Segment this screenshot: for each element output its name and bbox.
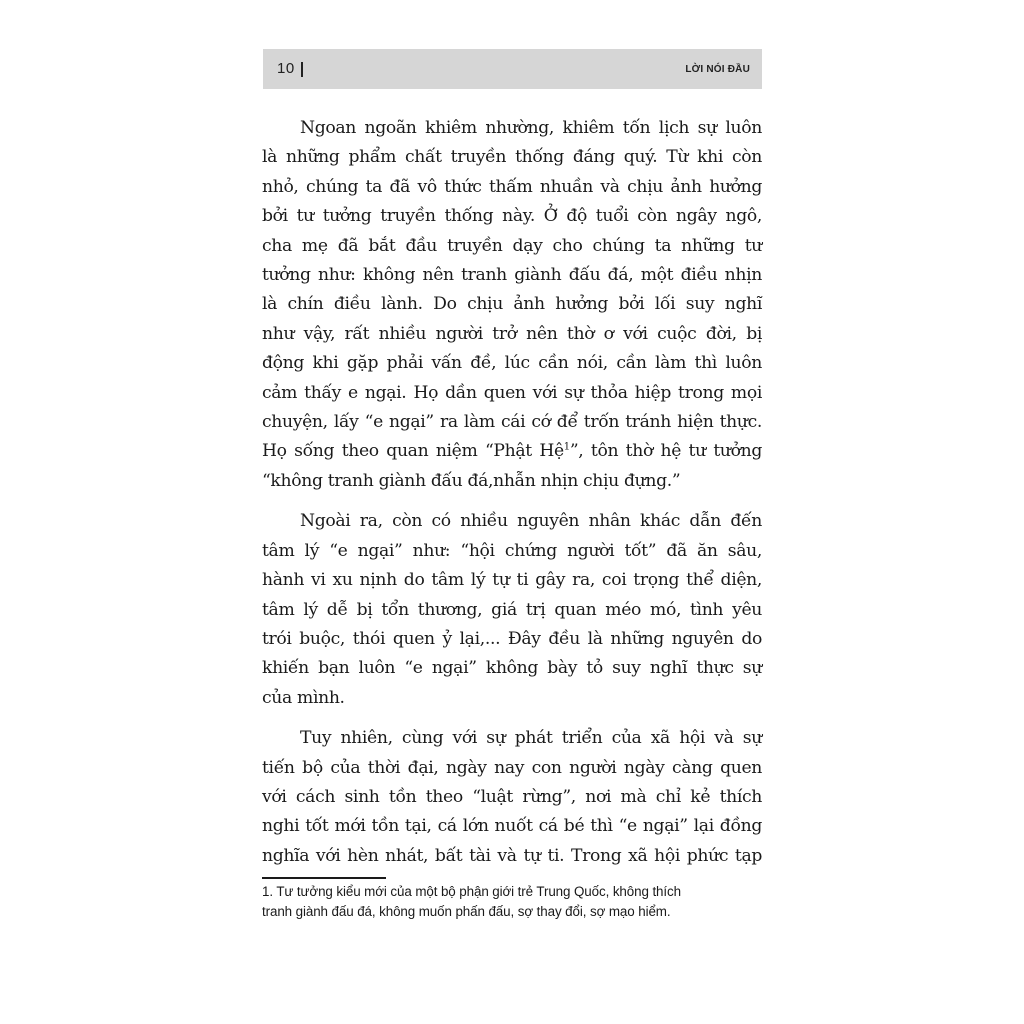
paragraph-1	[262, 114, 762, 496]
paragraph-3	[262, 724, 762, 871]
text-line: tâm lý “e ngại” như: “hội chứng người tốt” đã ăn sâu,	[262, 540, 762, 561]
text-line: Ngoan ngoãn khiêm nhường, khiêm tốn lịch sự luôn	[300, 118, 762, 138]
text-line: Tuy nhiên, cùng với sự phát triển của xã hội và sự	[300, 728, 762, 749]
running-title: LỜI NÓI ĐẦU	[685, 64, 750, 75]
text-line: với cách sinh tồn theo “luật rừng”, nơi mà chỉ kẻ thích	[262, 786, 762, 807]
body-text	[262, 114, 762, 882]
footnote-marker: 1	[563, 441, 570, 453]
page-number: 10	[277, 60, 295, 77]
text-line: là chín điều lành. Do chịu ảnh hưởng bởi lối suy nghĩ	[262, 294, 762, 315]
text-line: tiến bộ của thời đại, ngày nay con người ngày càng quen	[262, 757, 762, 778]
text-line: như vậy, rất nhiều người trở nên thờ ơ với cuộc đời, bị	[262, 323, 762, 344]
header-separator	[301, 62, 303, 77]
text-line: nhỏ, chúng ta đã vô thức thấm nhuần và chịu ảnh hưởng	[262, 176, 762, 197]
text-line: là những phẩm chất truyền thống đáng quý. Từ khi còn	[262, 147, 762, 168]
text-line: tưởng như: không nên tranh giành đấu đá, một điều nhịn	[262, 265, 762, 286]
text-line-with-footnote	[262, 437, 762, 466]
footnote-line: tranh giành đấu đá, không muốn phấn đấu, sợ thay đổi, sợ mạo hiểm.	[262, 904, 671, 919]
text-line: Ngoài ra, còn có nhiều nguyên nhân khác dẫn đến	[300, 511, 762, 532]
text-fragment: ”, tôn thờ hệ tư tưởng	[569, 441, 762, 462]
text-line: hành vi xu nịnh do tâm lý tự ti gây ra, coi trọng thể diện,	[262, 570, 762, 591]
footnote	[262, 882, 762, 922]
paragraph-2	[262, 507, 762, 713]
text-line: cảm thấy e ngại. Họ dần quen với sự thỏa hiệp trong mọi	[262, 382, 762, 403]
text-line: tâm lý dễ bị tổn thương, giá trị quan méo mó, tình yêu	[262, 599, 762, 620]
text-line: nghi tốt mới tồn tại, cá lớn nuốt cá bé thì “e ngại” lại đồng	[262, 816, 762, 837]
text-fragment: Họ sống theo quan niệm “Phật Hệ	[262, 441, 564, 462]
text-line: của mình.	[262, 687, 345, 708]
text-line: động khi gặp phải vấn đề, lúc cần nói, cần làm thì luôn	[262, 353, 762, 374]
page-header	[263, 49, 762, 89]
footnote-line: 1. Tư tưởng kiểu mới của một bộ phận giới trẻ Trung Quốc, không thích	[262, 884, 681, 899]
text-line: trói buộc, thói quen ỷ lại,... Đây đều là những nguyên do	[262, 628, 762, 649]
text-line: khiến bạn luôn “e ngại” không bày tỏ suy nghĩ thực sự	[262, 658, 762, 679]
text-line: nghĩa với hèn nhát, bất tài và tự ti. Trong xã hội phức tạp	[262, 845, 762, 866]
text-line: bởi tư tưởng truyền thống này. Ở độ tuổi còn ngây ngô,	[262, 206, 762, 227]
text-line: “không tranh giành đấu đá,nhẫn nhịn chịu đựng.”	[262, 470, 681, 491]
footnote-rule	[262, 877, 386, 879]
text-line: cha mẹ đã bắt đầu truyền dạy cho chúng ta những tư	[262, 235, 762, 256]
text-line: chuyện, lấy “e ngại” ra làm cái cớ để trốn tránh hiện thực.	[262, 412, 762, 433]
